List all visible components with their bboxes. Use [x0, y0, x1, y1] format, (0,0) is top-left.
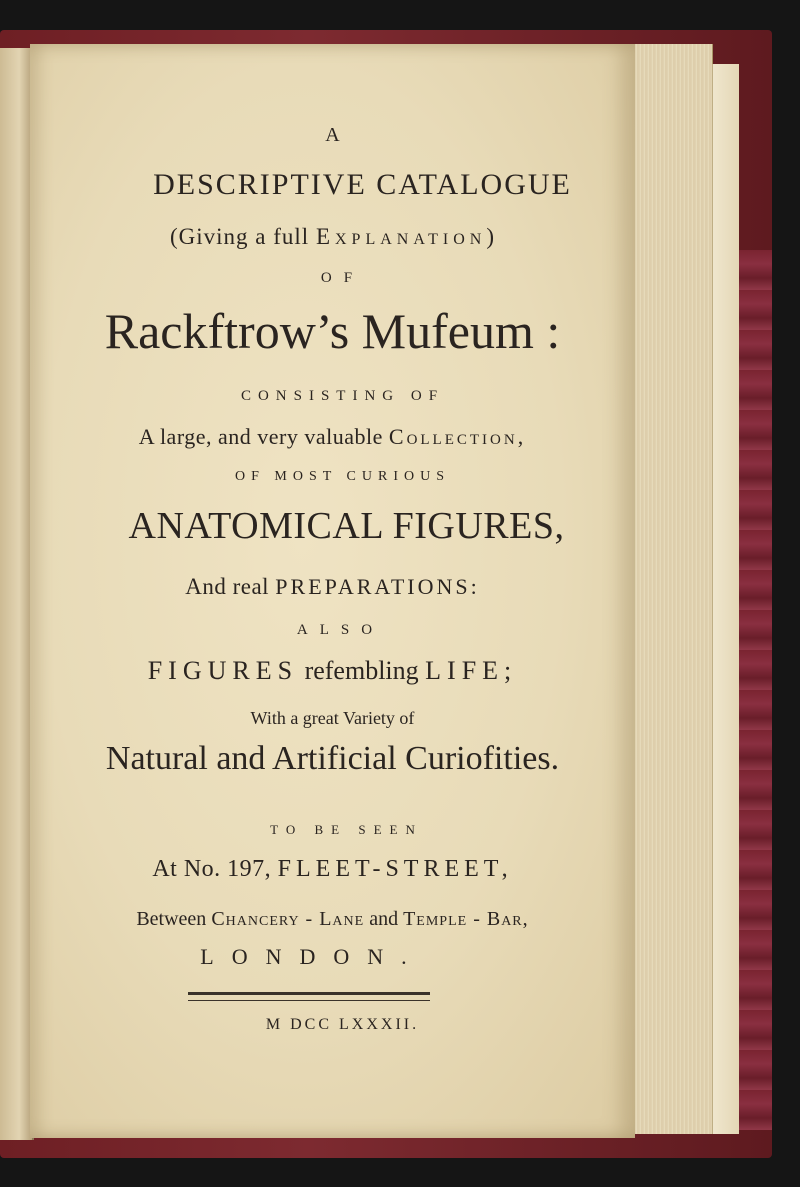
address-line: [30, 856, 635, 883]
curiosities-line: Natural and Artificial Curiofities.: [105, 740, 560, 777]
between-pre: Between: [136, 908, 212, 930]
museum-name: Rackftrow’s Mufeum :: [104, 303, 561, 359]
giving-pre: (Giving a full: [169, 224, 316, 249]
variety-line: With a great Variety of: [250, 708, 415, 728]
marbled-board: [735, 250, 772, 1130]
fleet-street: FLEET-STREET,: [277, 856, 513, 882]
flyleaf: [712, 64, 739, 1134]
andreal-pre: And real: [185, 574, 276, 599]
resembling-word: refembling: [298, 656, 426, 685]
also-line: ALSO: [296, 622, 385, 638]
between-line: [30, 908, 635, 931]
large-collection-line: [30, 424, 635, 450]
between-mid: and: [364, 908, 404, 930]
double-rule: [188, 992, 430, 1001]
chancery-lane: Chancery - Lane: [211, 908, 365, 930]
life-word: LIFE;: [425, 656, 518, 685]
large-pre: A large, and very valuable: [138, 424, 389, 449]
temple-bar: Temple - Bar,: [403, 908, 529, 930]
page-block-edges: [630, 44, 713, 1134]
of-most-curious-line: OF MOST CURIOUS: [235, 469, 450, 484]
figures-word: FIGURES: [147, 656, 299, 685]
anatomical-figures: ANATOMICAL FIGURES,: [128, 505, 565, 547]
giving-line: [30, 224, 635, 250]
article-a: A: [325, 124, 340, 146]
figures-life-line: [30, 656, 635, 686]
address-pre: At No. 197,: [152, 856, 278, 882]
preparations-line: [30, 574, 635, 600]
of-line: OF: [320, 270, 365, 286]
previous-page-edge: [0, 48, 34, 1140]
london-line: LONDON.: [200, 944, 425, 969]
title-page: [30, 44, 635, 1138]
consisting-line: CONSISTING OF: [240, 388, 445, 404]
to-be-seen-line: TO BE SEEN: [270, 822, 423, 837]
imprint-date: M DCC LXXXII.: [265, 1016, 420, 1033]
giving-post: ): [486, 224, 495, 249]
preparations-word: PREPARATIONS:: [275, 574, 480, 599]
giving-word: Explanation: [315, 224, 487, 249]
catalogue-title: DESCRIPTIVE CATALOGUE: [153, 168, 572, 201]
collection-word: Collection,: [388, 424, 527, 449]
